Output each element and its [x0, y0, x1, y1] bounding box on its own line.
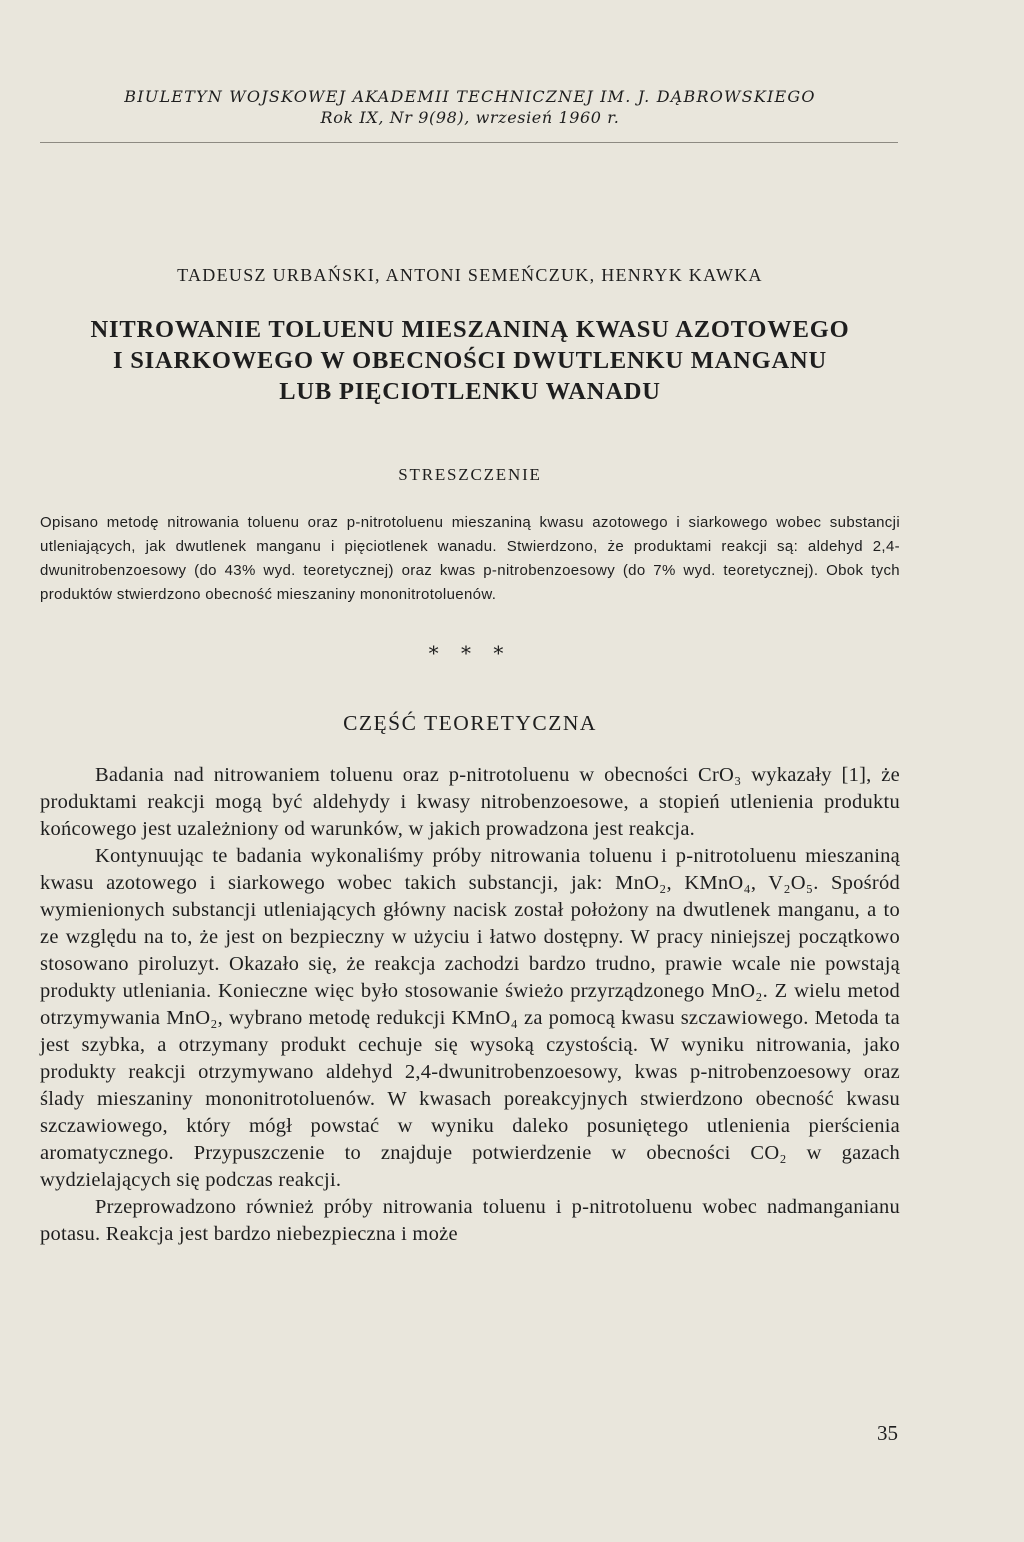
article-page	[40, 86, 900, 1248]
title-line-3: LUB PIĘCIOTLENKU WANADU	[279, 378, 661, 405]
article-title	[40, 314, 900, 407]
title-line-2: I SIARKOWEGO W OBECNOŚCI DWUTLENKU MANGANU	[112, 347, 828, 374]
body-text	[40, 762, 900, 1248]
page-number: 35	[877, 1421, 898, 1445]
section-separator: * * *	[428, 641, 512, 665]
journal-name: BIULETYN WOJSKOWEJ AKADEMII TECHNICZNEJ IM. J. DĄBROWSKIEGO	[124, 87, 816, 106]
title-line-1: NITROWANIE TOLUENU MIESZANINĄ KWASU AZOTOWEGO	[90, 316, 850, 343]
journal-header	[40, 86, 900, 128]
abstract-heading: STRESZCZENIE	[398, 465, 542, 484]
abstract-text: Opisano metodę nitrowania toluenu oraz p-nitrotoluenu mieszaniną kwasu azotowego i siarkowego wobec substancji utleniających, jak dwutlenek manganu i pięciotlenek wanadu. Stwierdzono, że produktami reakcji są: aldehyd 2,4-dwunitrobenzoesowy (do 43% wyd. teoretycznej) oraz kwas p-nitrobenzoesowy (do 7% wyd. teoretycznej). Obok tych produktów stwierdzono obecność mieszaniny mononitrotoluenów.	[40, 514, 900, 603]
paragraph: Badania nad nitrowaniem toluenu oraz p-nitrotoluenu w obecności CrO₃ wykazały [1], że produktami reakcji mogą być aldehydy i kwasy nitrobenzoesowe, a stopień utlenienia produktu końcowego jest uzależniony od warunków, w jakich prowadzona jest reakcja.	[40, 764, 900, 840]
authors: TADEUSZ URBAŃSKI, ANTONI SEMEŃCZUK, HENRYK KAWKA	[177, 265, 763, 285]
header-rule	[40, 142, 898, 143]
issue-info: Rok IX, Nr 9(98), wrzesień 1960 r.	[320, 108, 620, 127]
paragraph: Przeprowadzono również próby nitrowania toluenu i p-nitrotoluenu wobec nadmanganianu potasu. Reakcja jest bardzo niebezpieczna i może	[40, 1196, 900, 1245]
section-heading: CZĘŚĆ TEORETYCZNA	[343, 711, 597, 735]
paragraph: Kontynuując te badania wykonaliśmy próby nitrowania toluenu i p-nitrotoluenu mieszaniną kwasu azotowego i siarkowego wobec takich substancji, jak: MnO₂, KMnO₄, V₂O₅. Spośród wymienionych substancji utleniających główny nacisk został położony na dwutlenek manganu, a to ze względu na to, że jest on bezpieczny w użyciu i łatwo dostępny. W pracy niniejszej początkowo stosowano piroluzyt. Okazało się, że reakcja zachodzi bardzo trudno, prawie wcale nie powstają produkty utleniania. Konieczne więc było stosowanie świeżo przyrządzonego MnO₂. Z wielu metod otrzymywania MnO₂, wybrano metodę redukcji KMnO₄ za pomocą kwasu szczawiowego. Metoda ta jest szybka, a otrzymany produkt cechuje się wysoką czystością. W wyniku nitrowania, jako produkty reakcji otrzymywano aldehyd 2,4-dwunitrobenzoesowy, kwas p-nitrobenzoesowy oraz ślady mieszaniny mononitrotoluenów. W kwasach poreakcyjnych stwierdzono obecność kwasu szczawiowego, który mógł powstać w wyniku daleko posuniętego utlenienia pierścienia aromatycznego. Przypuszczenie to znajduje potwierdzenie w obecności CO₂ w gazach wydzielających się podczas reakcji.	[40, 845, 900, 1191]
